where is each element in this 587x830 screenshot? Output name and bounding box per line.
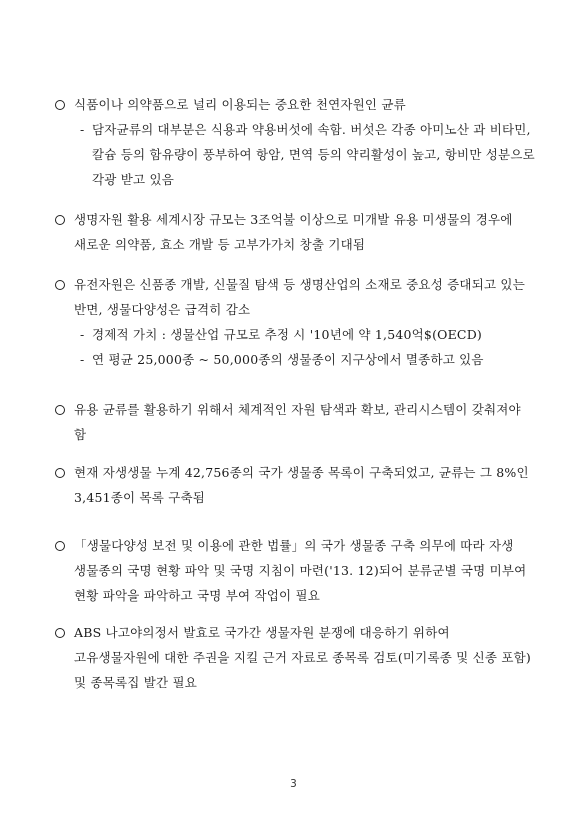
section-7 [55,620,535,695]
section-3 [55,272,535,372]
circle-bullet-icon [55,280,65,290]
sub-text: 연 평균 25,000종 ~ 50,000종의 생물종이 지구상에서 멸종하고 있음 [92,352,484,367]
bullet-text: 유용 균류를 활용하기 위해서 체계적인 자원 탐색과 확보, 관리시스템이 갖춰져야 함 [74,402,521,442]
sub-item: - 경제적 가치 : 생물산업 규모로 추정 시 '10년에 약 1,540억$(OECD) [55,322,535,347]
bullet-text: ABS 나고야의정서 발효로 국가간 생물자원 분쟁에 대응하기 위하여 고유생물자원에 대한 주권을 지킬 근거 자료로 종목록 검토(미기록종 및 신종 포함) 및 종목록집 발간 필요 [74,625,531,690]
bullet-item [55,620,535,695]
bullet-text: 유전자원은 신품종 개발, 신물질 탐색 등 생명산업의 소재로 중요성 증대되고 있는 반면, 생물다양성은 급격히 감소 [74,277,525,317]
bullet-text: 「생물다양성 보전 및 이용에 관한 법률」의 국가 생물종 구축 의무에 따라 자생 생물종의 국명 현황 파악 및 국명 지침이 마련('13. 12)되어 분류군별 국명 미부여 현황 파악을 파악하고 국명 부여 작업이 필요 [74,538,527,603]
bullet-item [55,460,535,510]
bullet-item [55,207,535,257]
circle-bullet-icon [55,541,65,551]
bullet-item [55,92,535,117]
sub-item: - 연 평균 25,000종 ~ 50,000종의 생물종이 지구상에서 멸종하고 있음 [55,347,535,372]
bullet-item [55,397,535,447]
bullet-item [55,272,535,322]
circle-bullet-icon [55,628,65,638]
page-number: 3 [290,778,297,790]
sub-text: 담자균류의 대부분은 식용과 약용버섯에 속함. 버섯은 각종 아미노산 과 비타민, 칼슘 등의 함유량이 풍부하여 항암, 면역 등의 약리활성이 높고, 항비만 성분으로 각광 받고 있음 [92,122,535,187]
circle-bullet-icon [55,468,65,478]
bullet-item [55,533,535,608]
section-5 [55,460,535,510]
section-1 [55,92,535,192]
bullet-text: 현재 자생생물 누계 42,756종의 국가 생물종 목록이 구축되었고, 균류는 그 8%인 3,451종이 목록 구축됨 [74,465,529,505]
sub-text: 경제적 가치 : 생물산업 규모로 추정 시 '10년에 약 1,540억$(OECD) [92,327,482,342]
section-6 [55,533,535,608]
circle-bullet-icon [55,215,65,225]
circle-bullet-icon [55,405,65,415]
bullet-text: 식품이나 의약품으로 널리 이용되는 중요한 천연자원인 균류 [74,97,406,112]
circle-bullet-icon [55,100,65,110]
section-4 [55,397,535,447]
bullet-text: 생명자원 활용 세계시장 규모는 3조억불 이상으로 미개발 유용 미생물의 경우에 새로운 의약품, 효소 개발 등 고부가가치 창출 기대됨 [74,212,513,252]
section-2 [55,207,535,257]
sub-item: - 담자균류의 대부분은 식용과 약용버섯에 속함. 버섯은 각종 아미노산 과 비타민, 칼슘 등의 함유량이 풍부하여 항암, 면역 등의 약리활성이 높고, 항비만 성분으로 각광 받고 있음 [55,117,535,192]
